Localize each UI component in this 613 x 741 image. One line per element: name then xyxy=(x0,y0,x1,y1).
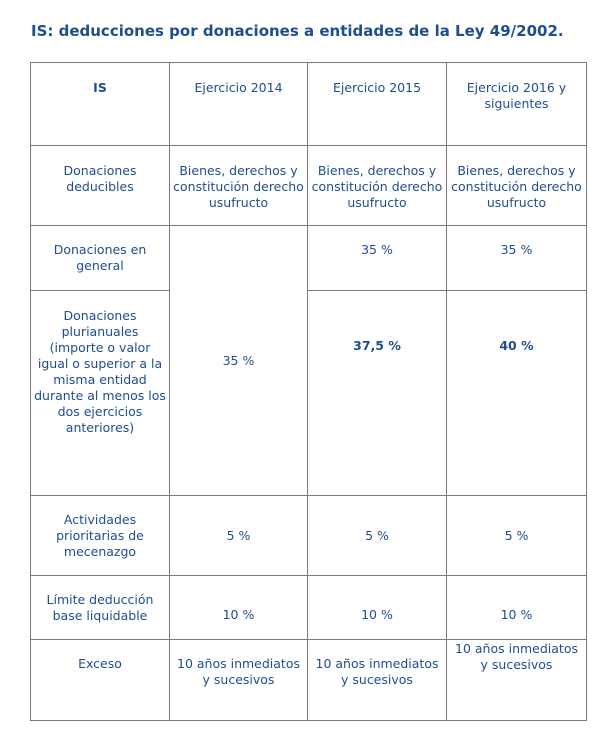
deductions-table xyxy=(30,62,587,721)
table-row xyxy=(31,291,587,496)
header-ejercicio-2015: Ejercicio 2015 xyxy=(308,63,447,146)
cell-exceso-2015: 10 años inmediatos y sucesivos xyxy=(308,640,447,721)
cell-general-2015: 35 % xyxy=(308,226,447,291)
table-header-row xyxy=(31,63,587,146)
cell-limite-2015: 10 % xyxy=(308,576,447,640)
cell-general-plurianuales-2014: 35 % xyxy=(170,226,308,496)
header-ejercicio-2014: Ejercicio 2014 xyxy=(170,63,308,146)
row-label-donaciones-general: Donaciones en general xyxy=(31,226,170,291)
row-label-donaciones-deducibles: Donaciones deducibles xyxy=(31,146,170,226)
row-label-donaciones-plurianuales: Donaciones plurianuales (importe o valor igual o superior a la misma entidad durante al menos los dos ejercicios anteriores) xyxy=(31,291,170,496)
cell-exceso-2016: 10 años inmediatos y sucesivos xyxy=(447,640,587,721)
header-ejercicio-2016: Ejercicio 2016 y siguientes xyxy=(447,63,587,146)
cell-deducibles-2014: Bienes, derechos y constitución derecho usufructo xyxy=(170,146,308,226)
cell-plurianuales-2015: 37,5 % xyxy=(308,291,447,496)
cell-actividades-2015: 5 % xyxy=(308,496,447,576)
table-row xyxy=(31,640,587,721)
cell-actividades-2014: 5 % xyxy=(170,496,308,576)
cell-plurianuales-2016: 40 % xyxy=(447,291,587,496)
page-title: IS: deducciones por donaciones a entidades de la Ley 49/2002. xyxy=(31,22,564,40)
cell-deducibles-2015: Bienes, derechos y constitución derecho usufructo xyxy=(308,146,447,226)
header-is: IS xyxy=(31,63,170,146)
cell-deducibles-2016: Bienes, derechos y constitución derecho usufructo xyxy=(447,146,587,226)
cell-limite-2016: 10 % xyxy=(447,576,587,640)
row-label-limite-deduccion: Límite deducción base liquidable xyxy=(31,576,170,640)
cell-actividades-2016: 5 % xyxy=(447,496,587,576)
cell-general-2016: 35 % xyxy=(447,226,587,291)
table-row xyxy=(31,496,587,576)
cell-limite-2014: 10 % xyxy=(170,576,308,640)
row-label-actividades-prioritarias: Actividades prioritarias de mecenazgo xyxy=(31,496,170,576)
cell-exceso-2014: 10 años inmediatos y sucesivos xyxy=(170,640,308,721)
table-row xyxy=(31,146,587,226)
row-label-exceso: Exceso xyxy=(31,640,170,721)
table-row xyxy=(31,576,587,640)
table-row xyxy=(31,226,587,291)
